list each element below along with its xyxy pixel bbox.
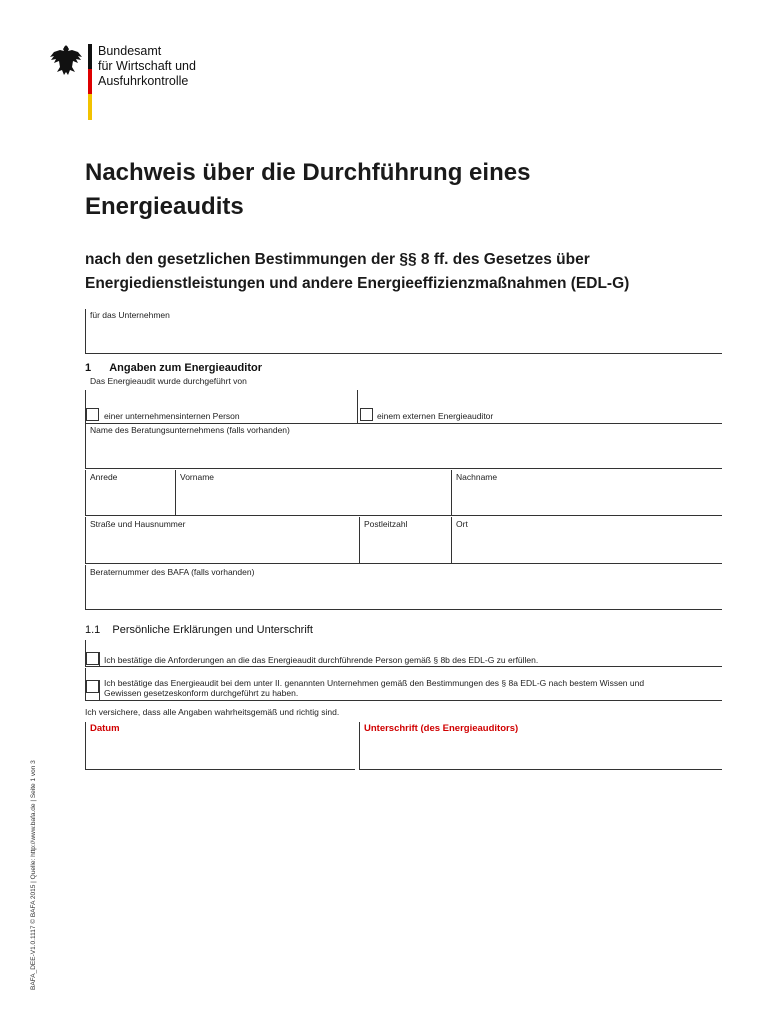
signature-label: Unterschrift (des Energieauditors) — [364, 723, 519, 734]
section-1-number: 1 — [85, 362, 92, 374]
document-title — [85, 156, 705, 224]
lastname-input[interactable] — [452, 484, 722, 514]
title-line-2: Energieaudits — [85, 193, 244, 220]
confirm1-divider — [99, 652, 100, 666]
internal-person-label: einer unternehmensinternen Person — [104, 411, 240, 421]
section-1-1-number: 1.1 — [85, 624, 101, 636]
agency-line-1: Bundesamt — [98, 44, 162, 58]
form-footer-vertical: BAFA_DEE-V1.0.1117 © BAFA 2015 | Quelle: http://www.bafa.de | Seite 1 von 3 — [30, 760, 37, 990]
name-row-bottom-border — [85, 515, 722, 516]
section-1-1-heading — [85, 624, 313, 636]
confirm-audit-label-line-2: Gewissen gesetzeskonform durchgeführt zu haben. — [104, 688, 299, 698]
agency-name — [98, 44, 196, 89]
consultancy-input[interactable] — [86, 437, 722, 467]
street-label: Straße und Hausnummer — [90, 519, 186, 529]
salutation-label: Anrede — [90, 472, 118, 482]
federal-eagle-icon — [48, 42, 84, 78]
checkbox-row-divider — [357, 390, 358, 424]
assurance-text: Ich versichere, dass alle Angaben wahrheitsgemäß und richtig sind. — [85, 707, 340, 717]
agency-line-3: Ausfuhrkontrolle — [98, 74, 189, 88]
section-1-1-title: Persönliche Erklärungen und Unterschrift — [112, 624, 313, 636]
zip-label: Postleitzahl — [364, 519, 408, 529]
external-auditor-label: einem externen Energieauditor — [377, 411, 494, 421]
confirm-requirements-checkbox[interactable] — [86, 652, 99, 665]
date-input[interactable] — [86, 736, 354, 768]
company-field-bottom-border — [85, 353, 722, 354]
external-auditor-checkbox[interactable] — [360, 408, 373, 421]
salutation-input[interactable] — [86, 484, 174, 514]
german-flag-bar — [88, 44, 92, 120]
confirm1-bottom-border — [85, 666, 722, 667]
subtitle-line-1: nach den gesetzlichen Bestimmungen der §§ 8 ff. des Gesetzes über — [85, 251, 590, 268]
consultancy-label: Name des Beratungsunternehmens (falls vorhanden) — [90, 425, 290, 435]
document-subtitle — [85, 248, 745, 296]
date-label: Datum — [90, 723, 120, 734]
consultancy-bottom-border — [85, 468, 722, 469]
address-row-bottom-border — [85, 563, 722, 564]
confirm2-bottom-border — [85, 700, 722, 701]
section-1-heading — [85, 362, 262, 374]
checkbox-row-bottom-border — [85, 423, 722, 424]
zip-input[interactable] — [360, 531, 450, 562]
confirm-audit-checkbox[interactable] — [86, 680, 99, 693]
lastname-label: Nachname — [456, 472, 498, 482]
date-bottom-border — [85, 769, 355, 770]
advisor-number-input[interactable] — [86, 579, 722, 608]
subtitle-line-2: Energiedienstleistungen und andere Energieeffizienzmaßnahmen (EDL-G) — [85, 275, 630, 292]
street-input[interactable] — [86, 531, 358, 562]
agency-line-2: für Wirtschaft und — [98, 59, 196, 73]
performed-by-label: Das Energieaudit wurde durchgeführt von — [90, 376, 247, 386]
section-1-title: Angaben zum Energieauditor — [109, 362, 262, 374]
advisor-number-label: Beraternummer des BAFA (falls vorhanden) — [90, 567, 255, 577]
title-line-1: Nachweis über die Durchführung eines — [85, 159, 531, 186]
city-label: Ort — [456, 519, 468, 529]
confirm-audit-label-line-1: Ich bestätige das Energieaudit bei dem unter II. genannten Unternehmen gemäß den Bestimmungen des § 8a EDL-G nach bestem Wissen und — [104, 678, 645, 688]
signature-input[interactable] — [360, 736, 722, 768]
confirm-requirements-label: Ich bestätige die Anforderungen an die das Energieaudit durchführende Person gemäß § 8b des EDL-G zu erfüllen. — [104, 655, 539, 665]
signature-bottom-border — [359, 769, 722, 770]
advisor-bottom-border — [85, 609, 722, 610]
city-input[interactable] — [452, 531, 722, 562]
confirm2-divider — [99, 680, 100, 700]
internal-person-checkbox[interactable] — [86, 408, 99, 421]
firstname-label: Vorname — [180, 472, 215, 482]
firstname-input[interactable] — [176, 484, 450, 514]
company-input[interactable] — [86, 322, 722, 352]
company-label: für das Unternehmen — [90, 310, 170, 320]
